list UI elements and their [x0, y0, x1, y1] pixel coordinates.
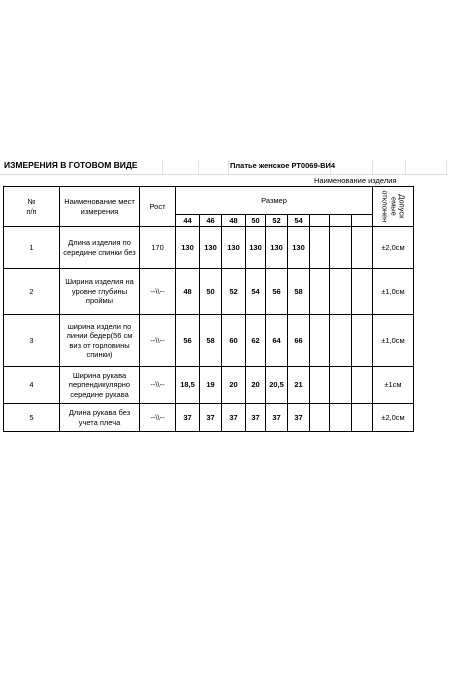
size-54: 54	[288, 215, 310, 227]
header-bar	[0, 160, 460, 174]
value-size-50: 130	[246, 227, 266, 269]
value-empty	[352, 404, 373, 432]
product-label: Наименование изделия	[314, 176, 397, 185]
row-height: 170	[140, 227, 176, 269]
size-empty	[330, 215, 352, 227]
row-tolerance: ±1,0см	[373, 315, 414, 367]
document-title: ИЗМЕРЕНИЯ В ГОТОВОМ ВИДЕ	[4, 160, 138, 170]
value-size-48: 52	[222, 269, 246, 315]
value-size-52: 20,5	[266, 367, 288, 404]
col-name-header: Наименование мест измерения	[60, 187, 140, 227]
row-tolerance: ±2,0см	[373, 404, 414, 432]
col-size-header: Размер	[176, 187, 373, 215]
value-empty	[330, 269, 352, 315]
value-size-44: 37	[176, 404, 200, 432]
row-height: --\\--	[140, 315, 176, 367]
value-empty	[310, 269, 330, 315]
value-size-52: 130	[266, 227, 288, 269]
value-empty	[352, 269, 373, 315]
value-size-44: 18,5	[176, 367, 200, 404]
row-num: 3	[4, 315, 60, 367]
row-height: --\\--	[140, 269, 176, 315]
value-size-48: 37	[222, 404, 246, 432]
row-num: 4	[4, 367, 60, 404]
value-size-50: 37	[246, 404, 266, 432]
table-row	[4, 315, 414, 367]
size-empty	[352, 215, 373, 227]
size-50: 50	[246, 215, 266, 227]
value-empty	[352, 227, 373, 269]
row-num: 1	[4, 227, 60, 269]
value-size-52: 37	[266, 404, 288, 432]
value-size-44: 130	[176, 227, 200, 269]
product-name: Платье женское РТ0069-ВИ4	[230, 161, 336, 170]
value-size-50: 54	[246, 269, 266, 315]
value-empty	[330, 404, 352, 432]
col-num-header: № п/п	[4, 187, 60, 227]
row-name: ширина издели по линии бедер(56 см виз от горловины спинки)	[60, 315, 140, 367]
value-empty	[310, 367, 330, 404]
row-height: --\\--	[140, 404, 176, 432]
value-size-48: 20	[222, 367, 246, 404]
value-size-50: 62	[246, 315, 266, 367]
value-size-52: 64	[266, 315, 288, 367]
value-empty	[310, 227, 330, 269]
size-empty	[310, 215, 330, 227]
row-num: 2	[4, 269, 60, 315]
row-name: Длина рукава без учета плеча	[60, 404, 140, 432]
value-size-52: 56	[266, 269, 288, 315]
row-tolerance: ±2,0см	[373, 227, 414, 269]
value-size-54: 58	[288, 269, 310, 315]
value-size-44: 56	[176, 315, 200, 367]
row-height: --\\--	[140, 367, 176, 404]
row-tolerance: ±1,0см	[373, 269, 414, 315]
value-size-46: 37	[200, 404, 222, 432]
size-44: 44	[176, 215, 200, 227]
size-48: 48	[222, 215, 246, 227]
value-size-54: 21	[288, 367, 310, 404]
col-height-header: Рост	[140, 187, 176, 227]
value-size-48: 130	[222, 227, 246, 269]
value-size-46: 58	[200, 315, 222, 367]
value-size-54: 37	[288, 404, 310, 432]
measurement-table	[3, 186, 414, 432]
value-empty	[330, 367, 352, 404]
value-size-48: 60	[222, 315, 246, 367]
table-row	[4, 404, 414, 432]
value-size-46: 50	[200, 269, 222, 315]
row-name: Ширина изделия на уровне глубины проймы	[60, 269, 140, 315]
value-empty	[310, 315, 330, 367]
value-size-44: 48	[176, 269, 200, 315]
size-46: 46	[200, 215, 222, 227]
value-empty	[330, 315, 352, 367]
col-tolerance-header: Допуск емые отклонен	[373, 187, 414, 227]
size-52: 52	[266, 215, 288, 227]
value-empty	[310, 404, 330, 432]
value-size-54: 130	[288, 227, 310, 269]
row-name: Ширина рукава перпендикулярно середине рукава	[60, 367, 140, 404]
value-empty	[352, 315, 373, 367]
value-empty	[352, 367, 373, 404]
table-row	[4, 367, 414, 404]
value-empty	[330, 227, 352, 269]
table-row	[4, 227, 414, 269]
value-size-46: 130	[200, 227, 222, 269]
row-tolerance: ±1см	[373, 367, 414, 404]
row-name: Длина изделия по середине спинки без	[60, 227, 140, 269]
value-size-50: 20	[246, 367, 266, 404]
value-size-54: 66	[288, 315, 310, 367]
value-size-46: 19	[200, 367, 222, 404]
table-row	[4, 269, 414, 315]
row-num: 5	[4, 404, 60, 432]
